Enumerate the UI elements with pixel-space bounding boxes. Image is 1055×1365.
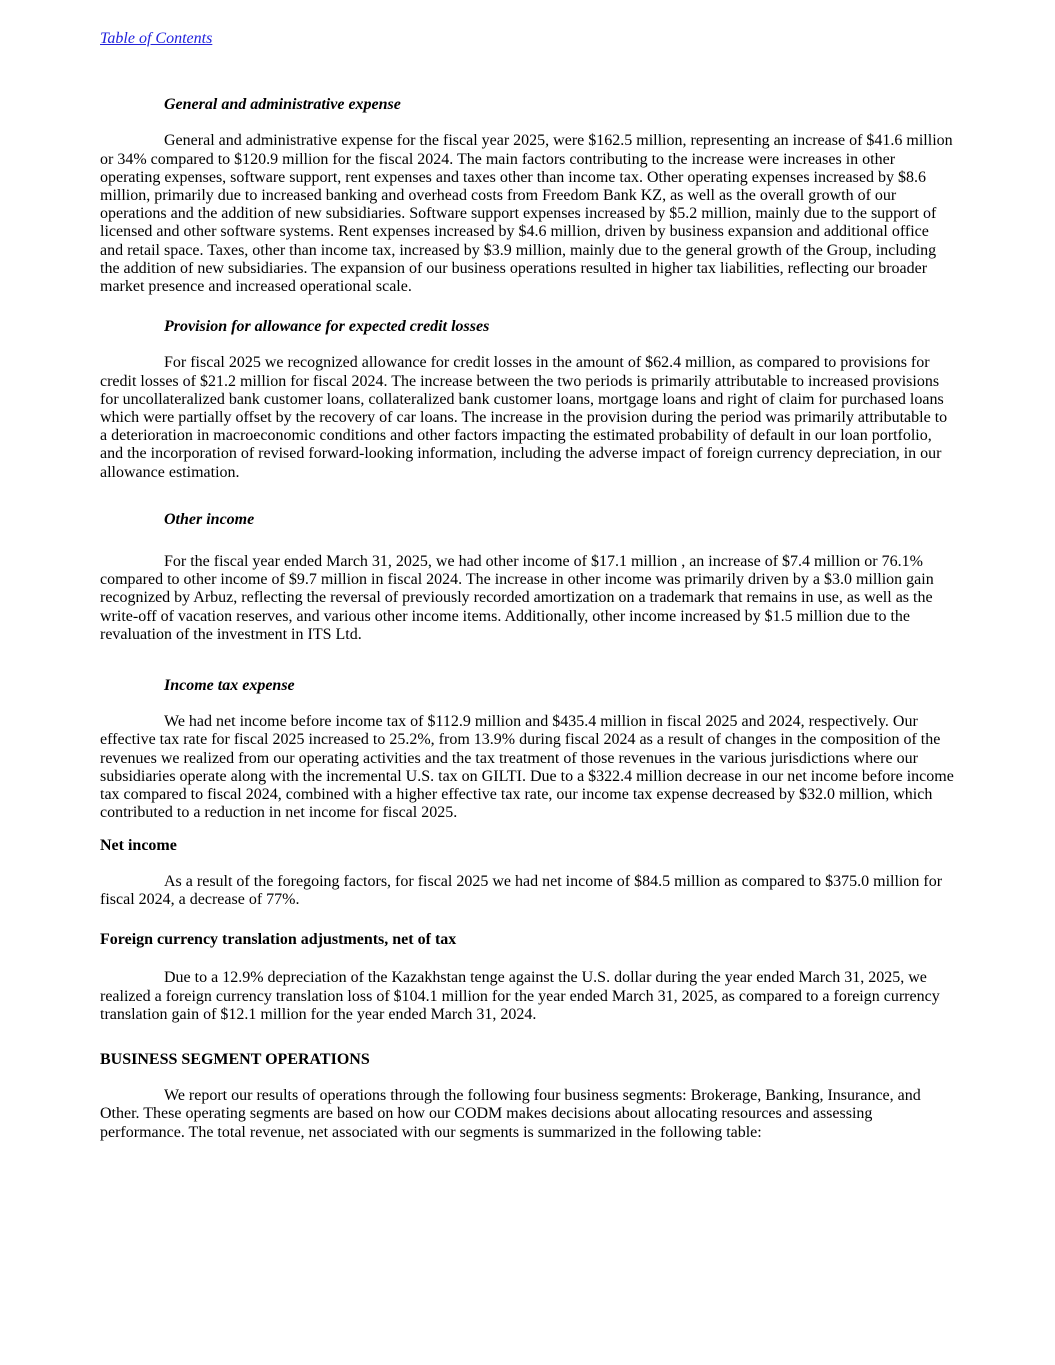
paragraph-net-income: As a result of the foregoing factors, for fiscal 2025 we had net income of $84.5 million as compared to $375.0 million for fiscal 2024, a decrease of 77%.	[100, 872, 943, 908]
paragraph-other-income: For the fiscal year ended March 31, 2025, we had other income of $17.1 million , an increase of $7.4 million or 76.1% compared to other income of $9.7 million in fiscal 2024. The increase in other income was primarily driven by a $3.0 million gain recognized by Arbuz, reflecting the reversal of previously recorded amortization on a trademark that remains in use, as well as the write-off of vacation reserves, and various other income items. Additionally, other income increased by $1.5 million due to the revaluation of the investment in ITS Ltd.	[100, 553, 934, 643]
heading-net-income: Net income	[100, 836, 177, 854]
toc-link-row	[100, 30, 955, 48]
paragraph-foreign-currency-translation-adjustments: Due to a 12.9% depreciation of the Kazakhstan tenge against the U.S. dollar during the year ended March 31, 2025, we realized a foreign currency translation loss of $104.1 million for the year ended March 31, 2025, as compared to a foreign currency translation gain of $12.1 million for the year ended March 31, 2024.	[100, 969, 940, 1023]
paragraph-income-tax-expense: We had net income before income tax of $112.9 million and $435.4 million in fiscal 2025 and 2024, respectively. Our effective tax rate for fiscal 2025 increased to 25.2%, from 13.9% during fiscal 2024 as a result of changes in the composition of the revenues we realized from our operating activities and the tax treatment of those revenues in the various jurisdictions where our subsidiaries operate along with the incremental U.S. tax on GILTI. Due to a $322.4 million decrease in our net income before income tax compared to fiscal 2024, combined with a higher effective tax rate, our income tax expense decreased by $32.0 million, which contributed to a reduction in net income for fiscal 2025.	[100, 713, 954, 822]
heading-other-income: Other income	[164, 510, 255, 528]
heading-income-tax-expense: Income tax expense	[164, 677, 295, 695]
paragraph-business-segment-operations: We report our results of operations through the following four business segments: Brokerage, Banking, Insurance, and Other. These operating segments are based on how our CODM makes decisions about allocating resources and assessing performance. The total revenue, net associated with our segments is summarized in the following table:	[100, 1087, 921, 1141]
heading-business-segment-operations: BUSINESS SEGMENT OPERATIONS	[100, 1050, 370, 1068]
heading-general-and-administrative-expense: General and administrative expense	[164, 96, 401, 114]
table-of-contents-link[interactable]: Table of Contents	[100, 30, 213, 47]
heading-foreign-currency-translation-adjustments: Foreign currency translation adjustments, net of tax	[100, 931, 457, 949]
paragraph-provision-for-allowance: For fiscal 2025 we recognized allowance for credit losses in the amount of $62.4 million, as compared to provisions for credit losses of $21.2 million for fiscal 2024. The increase between the two periods is primarily attributable to increased provisions for uncollateralized bank customer loans, collateralized bank customer loans, mortgage loans and right of claim for purchased loans which were partially offset by the recovery of car loans. The increase in the provision during the period was primarily attributable to a deterioration in macroeconomic conditions and other factors impacting the estimated probability of default in our loan portfolio, and the incorporation of revised forward-looking information, including the adverse impact of foreign currency depreciation, in our allowance estimation.	[100, 354, 948, 481]
paragraph-general-and-administrative-expense: General and administrative expense for the fiscal year 2025, were $162.5 million, representing an increase of $41.6 million or 34% compared to $120.9 million for the fiscal 2024. The main factors contributing to the increase were increases in other operating expenses, software support, rent expenses and taxes other than income tax. Other operating expenses increased by $8.6 million, primarily due to increased banking and overhead costs from Freedom Bank KZ, as well as the overall growth of our operations and the addition of new subsidiaries. Software support expenses increased by $5.2 million, mainly due to the support of licensed and other software systems. Rent expenses increased by $4.6 million, driven by business expansion and additional office and retail space. Taxes, other than income tax, increased by $3.9 million, mainly due to the general growth of the Group, including the addition of new subsidiaries. The expansion of our business operations resulted in higher tax liabilities, reflecting our broader market presence and increased operational scale.	[100, 132, 953, 296]
heading-provision-for-allowance-for-expected-credit-losses: Provision for allowance for expected credit losses	[164, 318, 490, 336]
